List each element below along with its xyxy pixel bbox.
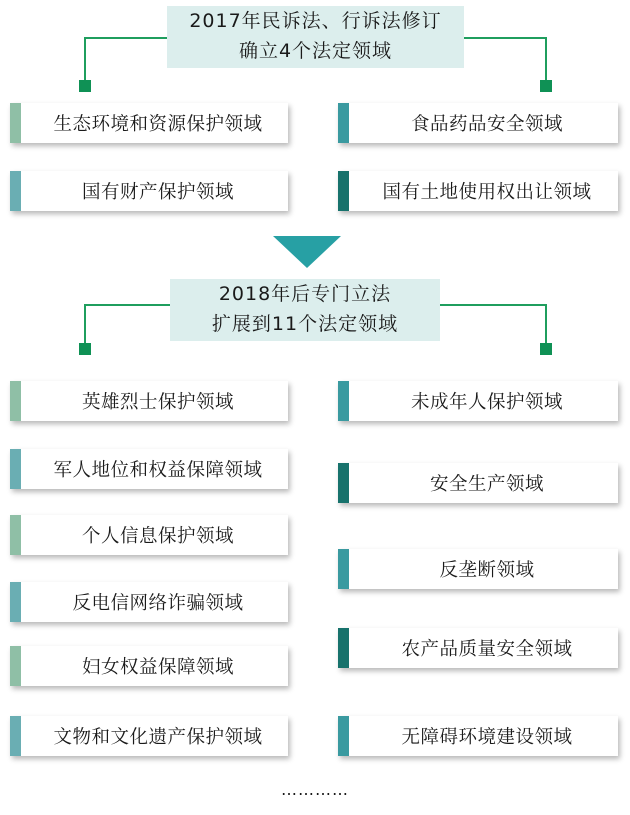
domain-card	[338, 716, 618, 756]
domain-label: 国有财产保护领域	[81, 182, 234, 203]
domain-card	[10, 381, 288, 421]
domain-card	[338, 171, 618, 211]
domain-label: 未成年人保护领域	[410, 392, 563, 413]
domain-label: 生态环境和资源保护领域	[53, 114, 263, 135]
domain-card	[10, 716, 288, 756]
section1-title-line2: 确立4个法定领域	[238, 40, 393, 62]
domain-card	[10, 171, 288, 211]
connector-left-node	[79, 80, 91, 92]
domain-card	[338, 381, 618, 421]
domain-card	[10, 646, 288, 686]
domain-card	[10, 103, 288, 143]
ellipsis: …………	[281, 780, 349, 799]
domain-label: 妇女权益保障领域	[81, 657, 234, 678]
domain-label: 无障碍环境建设领域	[401, 727, 573, 748]
domain-label: 食品药品安全领域	[410, 114, 563, 135]
section2-title-line2: 扩展到11个法定领域	[211, 313, 399, 335]
domain-card	[338, 463, 618, 503]
section1-title-line1: 2017年民诉法、行诉法修订	[189, 10, 442, 32]
domain-label: 军人地位和权益保障领域	[53, 460, 263, 481]
section2-title-line1: 2018年后专门立法	[218, 283, 392, 305]
connector-right-node	[540, 80, 552, 92]
domain-label: 反电信网络诈骗领域	[72, 593, 244, 614]
domain-card	[10, 515, 288, 555]
connector-right-h	[464, 37, 547, 39]
connector-right-node	[540, 343, 552, 355]
connector-right-h	[440, 304, 547, 306]
connector-left-v	[84, 37, 86, 82]
section2-banner	[170, 279, 440, 341]
domain-label: 安全生产领域	[429, 474, 544, 495]
domain-card	[338, 103, 618, 143]
connector-right-v	[545, 304, 547, 345]
domain-label: 个人信息保护领域	[81, 526, 234, 547]
domain-card	[10, 449, 288, 489]
connector-left-h	[84, 304, 170, 306]
domain-label: 反垄断领域	[439, 560, 535, 581]
section1-banner	[167, 6, 464, 68]
domain-label: 国有土地使用权出让领域	[382, 182, 592, 203]
domain-label: 文物和文化遗产保护领域	[53, 727, 263, 748]
down-arrow-icon	[273, 236, 341, 268]
connector-right-v	[545, 37, 547, 82]
connector-left-node	[79, 343, 91, 355]
connector-left-h	[84, 37, 167, 39]
domain-label: 英雄烈士保护领域	[81, 392, 234, 413]
domain-card	[338, 549, 618, 589]
domain-card	[338, 628, 618, 668]
connector-left-v	[84, 304, 86, 345]
domain-card	[10, 582, 288, 622]
domain-label: 农产品质量安全领域	[401, 639, 573, 660]
